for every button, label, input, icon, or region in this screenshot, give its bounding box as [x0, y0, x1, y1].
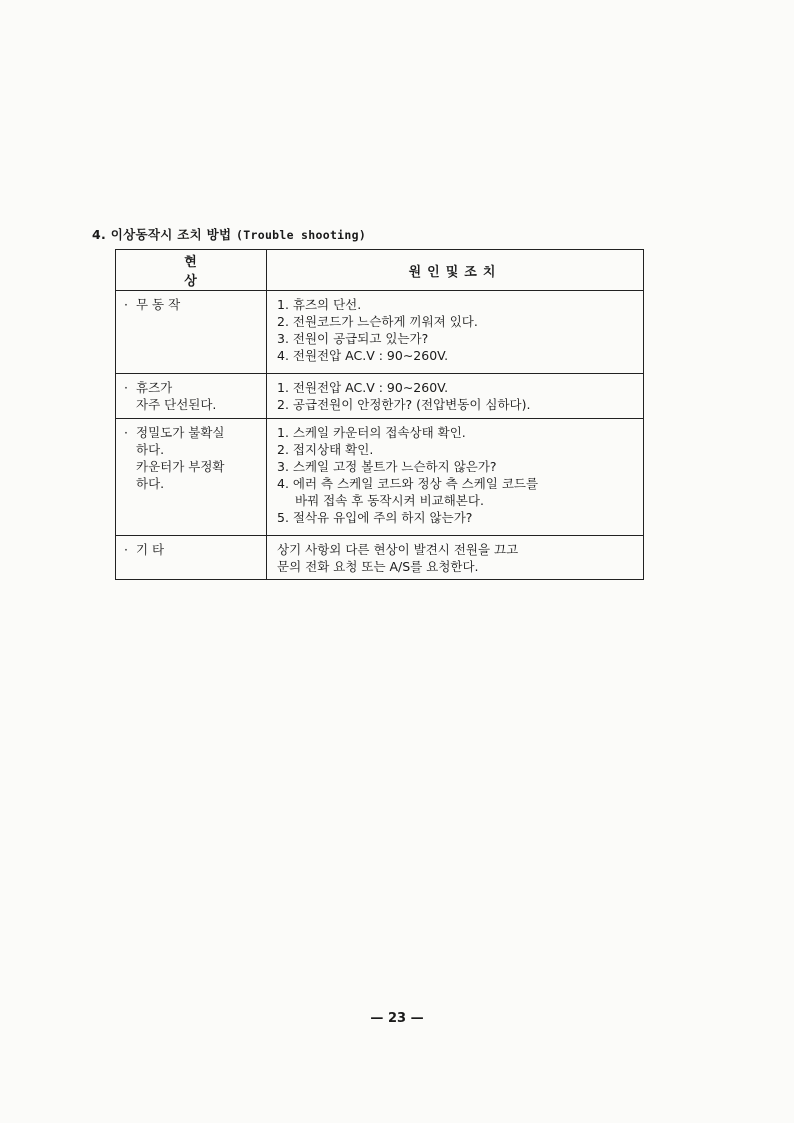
action-cell [267, 536, 644, 580]
action-cell [267, 291, 644, 374]
bullet-mark: · [124, 380, 128, 395]
action-line: 1. 스케일 카운터의 접속상태 확인. [277, 425, 466, 440]
action-line: 바꿔 접속 후 동작시켜 비교해본다. [295, 493, 484, 508]
troubleshooting-table [115, 249, 644, 580]
action-line: 2. 접지상태 확인. [277, 442, 374, 457]
symptom-cell [116, 419, 267, 536]
action-line: 2. 공급전원이 안정한가? (전압변동이 심하다). [277, 397, 531, 412]
section-title-ko: 이상동작시 조치 방법 [110, 227, 232, 242]
symptom-cell [116, 374, 267, 419]
action-line: 1. 전원전압 AC.V : 90∼260V. [277, 380, 449, 395]
header-cause-action: 원인및조치 [267, 250, 644, 291]
section-number: 4. [92, 227, 107, 242]
symptom-text: 기 타 [136, 542, 165, 557]
symptom-text: 정밀도가 불확실 하다. 카운터가 부정확 하다. [136, 425, 225, 491]
action-line: 1. 휴즈의 단선. [277, 297, 362, 312]
action-line: 4. 에러 측 스케일 코드와 정상 측 스케일 코드를 [277, 476, 539, 491]
action-line: 3. 전원이 공급되고 있는가? [277, 331, 429, 346]
bullet-mark: · [124, 297, 128, 312]
action-line: 상기 사항외 다른 현상이 발견시 전원을 끄고 [277, 542, 519, 557]
table-row [116, 374, 644, 419]
bullet-mark: · [124, 542, 128, 557]
table-row [116, 419, 644, 536]
action-line: 5. 절삭유 유입에 주의 하지 않는가? [277, 510, 473, 525]
action-line: 문의 전화 요청 또는 A/S를 요청한다. [277, 559, 479, 574]
header-symptom: 현 상 [116, 250, 267, 291]
page-number: — 23 — [370, 1011, 424, 1026]
symptom-cell [116, 536, 267, 580]
action-line: 2. 전원코드가 느슨하게 끼워져 있다. [277, 314, 478, 329]
action-line: 3. 스케일 고정 볼트가 느슨하지 않은가? [277, 459, 497, 474]
table-row [116, 291, 644, 374]
section-heading [92, 225, 366, 243]
bullet-mark: · [124, 425, 128, 440]
action-cell [267, 374, 644, 419]
symptom-cell [116, 291, 267, 374]
table-header-row [116, 250, 644, 291]
action-line: 4. 전원전압 AC.V : 90∼260V. [277, 348, 449, 363]
action-cell [267, 419, 644, 536]
table-row [116, 536, 644, 580]
symptom-text: 무 동 작 [136, 297, 181, 312]
section-title-en: (Trouble shooting) [236, 228, 367, 242]
symptom-text: 휴즈가 자주 단선된다. [136, 380, 217, 412]
